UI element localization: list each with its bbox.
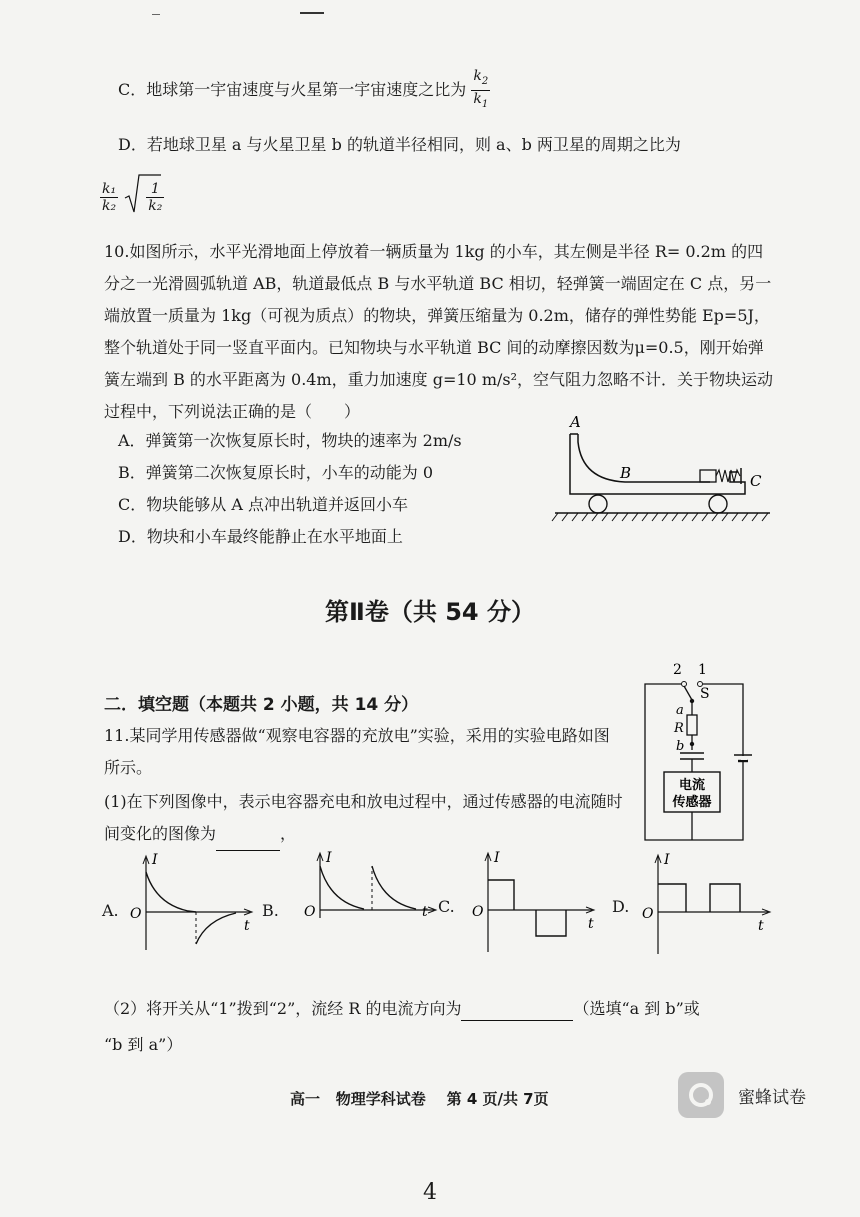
label-r: R — [674, 721, 684, 736]
axis-t: t — [422, 904, 428, 920]
charge-pulse — [488, 880, 514, 910]
frac-den: k₂ — [148, 197, 163, 214]
graph-b-label: B. — [262, 901, 279, 920]
q9-d-sqrt-fraction — [146, 181, 164, 214]
answer-blank-2[interactable] — [461, 998, 573, 1021]
discharge-curve — [372, 866, 416, 909]
charge-curve — [146, 872, 196, 912]
graph-c-label: C. — [438, 897, 455, 916]
q11-part2-options: （选填“a 到 b”或 — [573, 999, 700, 1018]
origin: O — [642, 906, 654, 922]
axis-t: t — [758, 918, 764, 934]
graph-b — [302, 848, 442, 928]
label-b: B — [620, 464, 632, 482]
charge-pulse — [658, 884, 686, 912]
origin: O — [304, 904, 316, 920]
q9-option-d-formula — [100, 172, 164, 222]
spring — [716, 470, 740, 482]
frac-num: 1 — [146, 181, 164, 198]
block — [700, 470, 716, 482]
graph-c — [470, 848, 600, 958]
q11-part1-text: (1)在下列图像中，表示电容器充电和放电过程中，通过传感器的电流随时间变化的图像为 — [104, 792, 623, 843]
label-c: C — [750, 472, 762, 490]
axis-t: t — [588, 916, 594, 932]
discharge-curve — [196, 913, 236, 944]
top-mark — [300, 12, 324, 14]
brand-watermark — [678, 1072, 806, 1118]
q10-option-d: D．物块和小车最终能静止在水平地面上 — [118, 527, 403, 546]
label-a: A — [570, 413, 581, 431]
q11-part2-cont: “b 到 a”） — [104, 1035, 183, 1054]
second-pulse — [710, 884, 740, 912]
axis-i: I — [494, 850, 500, 866]
wheel — [709, 495, 727, 513]
top-mark — [152, 14, 160, 15]
brand-logo-icon — [678, 1072, 724, 1118]
axis-i: I — [152, 852, 158, 868]
q10-option-b: B．弹簧第二次恢复原长时，小车的动能为 0 — [118, 463, 434, 482]
wheel — [589, 495, 607, 513]
frac-num: k₁ — [102, 180, 117, 197]
q9-option-c-fraction — [471, 68, 490, 113]
charge-curve — [320, 866, 364, 909]
q11-part1 — [104, 786, 624, 851]
resistor — [687, 715, 697, 735]
axis-t: t — [244, 918, 250, 934]
label-1: 1 — [698, 662, 707, 678]
frac-den: k — [473, 90, 482, 107]
axis-i: I — [664, 852, 670, 868]
frac-num: k — [473, 68, 482, 84]
sensor-label-2: 传感器 — [672, 795, 712, 810]
graph-d — [640, 850, 775, 960]
label-2: 2 — [673, 662, 682, 678]
q9-d-fraction — [100, 181, 118, 214]
q11-part2 — [104, 998, 700, 1021]
q11-part2-text: （2）将开关从“1”拨到“2”，流经 R 的电流方向为 — [104, 999, 462, 1018]
brand-name: 蜜蜂试卷 — [738, 1087, 806, 1108]
graph-a-label: A. — [102, 901, 119, 920]
footer-page: 第 4 页/共 7页 — [446, 1090, 549, 1108]
frac-den: k₂ — [102, 197, 117, 214]
page-number: 4 — [423, 1180, 437, 1205]
frac-num-sub: 2 — [481, 75, 489, 87]
sensor-label-1: 电流 — [678, 778, 706, 793]
footer-grade: 高一 — [290, 1090, 321, 1108]
q10-stem: 10.如图所示，水平光滑地面上停放着一辆质量为 1kg 的小车，其左侧是半径 R= 0.2m 的四分之一光滑圆弧轨道 AB，轨道最低点 B 与水平轨道 BC 相切，轻弹簧一端固定在 C 点，另一端放置一质量为 1kg（可视为质点）的物块，弹簧压缩量为 0.2m，储存的弹性势能 Ep=5J，整个轨道处于同一竖直平面内。已知物块与水平轨道 BC 间的动摩擦因数为μ=0.5，刚开始弹簧左端到 B 的水平距离为 0.4m，重力加速度 g=10 m/s²，空气阻力忽略不计．关于物块运动过程中，下列说法正确的是（ ） — [104, 242, 774, 421]
q9-option-c — [118, 68, 490, 113]
q11-stem: 11.某同学用传感器做“观察电容器的充放电”实验，采用的实验电路如图所示。 — [104, 726, 610, 777]
footer-subject: 物理学科试卷 — [335, 1090, 426, 1108]
discharge-pulse — [536, 910, 566, 936]
label-s: S — [700, 686, 710, 702]
q11-circuit-diagram — [640, 660, 765, 845]
origin: O — [130, 906, 142, 922]
page-footer — [290, 1088, 549, 1109]
q10-option-c: C．物块能够从 A 点冲出轨道并返回小车 — [118, 495, 408, 514]
answer-blank-1[interactable] — [216, 818, 280, 851]
section-title: 第Ⅱ卷（共 54 分） — [325, 598, 535, 626]
frac-den-sub: 1 — [481, 98, 489, 110]
q10-option-a: A．弹簧第一次恢复原长时，物块的速率为 2m/s — [118, 431, 462, 450]
graph-d-label: D. — [612, 897, 630, 916]
graph-a — [128, 850, 258, 960]
q10-cart-figure — [550, 412, 775, 527]
section-heading: 二．填空题（本题共 2 小题，共 14 分） — [104, 695, 419, 715]
label-a: a — [676, 703, 684, 718]
q9-option-d: D．若地球卫星 a 与火星卫星 b 的轨道半径相同，则 a、b 两卫星的周期之比为 — [118, 135, 681, 154]
origin: O — [472, 904, 484, 920]
q11-part1-end: ， — [280, 824, 297, 843]
q9-option-c-text: C．地球第一宇宙速度与火星第一宇宙速度之比为 — [118, 79, 467, 99]
axis-i: I — [326, 850, 332, 866]
label-b: b — [676, 739, 685, 754]
